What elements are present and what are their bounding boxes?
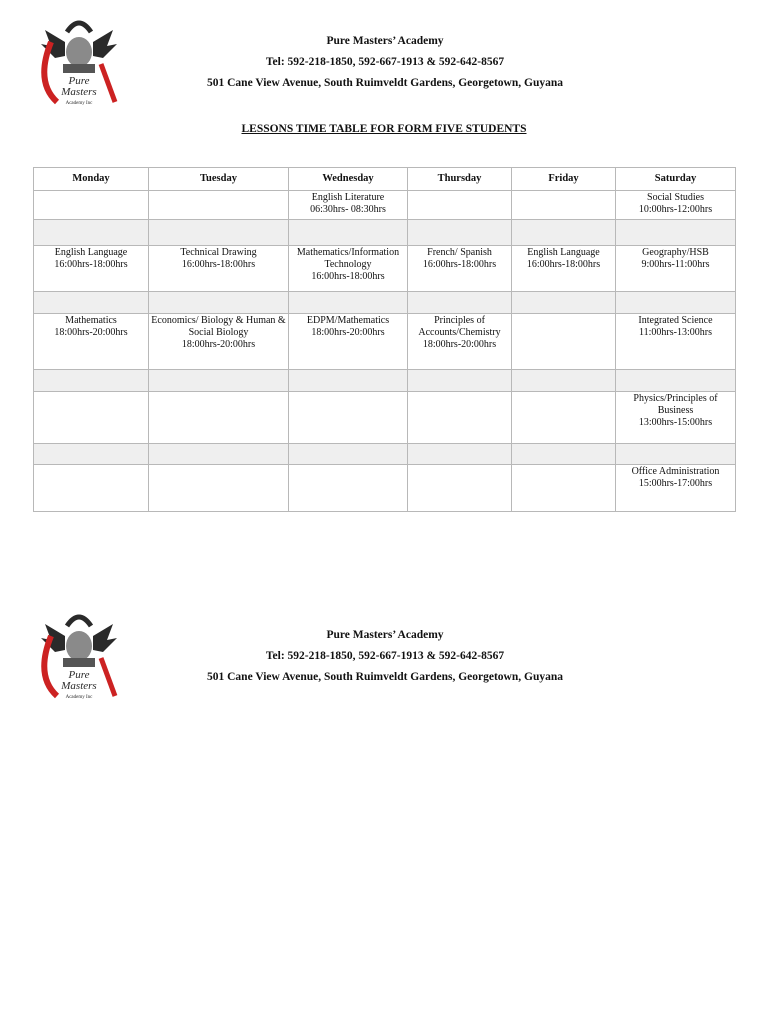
day-header-tuesday: Tuesday — [149, 168, 289, 191]
svg-text:Pure: Pure — [68, 669, 90, 681]
timetable-cell — [289, 392, 408, 444]
table-row — [34, 465, 736, 512]
school-telephone: Tel: 592-218-1850, 592-667-1913 & 592-642-8567 — [265, 650, 505, 662]
spacer-row — [34, 292, 736, 314]
cell-subject: EDPM/Mathematics — [306, 315, 390, 326]
timetable-cell — [616, 465, 736, 512]
cell-time: 16:00hrs-18:00hrs — [181, 259, 256, 270]
timetable-cell — [149, 392, 289, 444]
timetable-cell — [149, 314, 289, 370]
cell-time: 18:00hrs-20:00hrs — [54, 327, 128, 338]
cell-time: 06:30hrs- 08:30hrs — [310, 204, 386, 215]
timetable-cell — [289, 465, 408, 512]
timetable-cell — [512, 392, 616, 444]
table-row — [34, 314, 736, 370]
school-logo-second — [37, 606, 121, 702]
timetable-cell — [616, 191, 736, 220]
timetable-cell — [408, 246, 512, 292]
timetable — [33, 167, 736, 512]
school-telephone: Tel: 592-218-1850, 592-667-1913 & 592-642-8567 — [265, 56, 505, 68]
cell-subject: Social Studies — [647, 192, 704, 203]
cell-subject: Technical Drawing — [180, 247, 257, 258]
day-header-saturday: Saturday — [616, 168, 736, 191]
cell-subject: Mathematics — [65, 315, 117, 326]
cell-time: 11:00hrs-13:00hrs — [639, 327, 712, 338]
day-header-wednesday: Wednesday — [289, 168, 408, 191]
cell-subject: Principles of Accounts/Chemistry — [418, 315, 501, 338]
cell-subject: Office Administration — [631, 466, 720, 477]
cell-time: 10:00hrs-12:00hrs — [638, 204, 713, 215]
timetable-cell — [149, 465, 289, 512]
timetable-cell — [616, 246, 736, 292]
spacer-row — [34, 220, 736, 246]
school-header-second — [160, 625, 610, 688]
timetable-cell — [34, 465, 149, 512]
cell-subject: English Literature — [311, 192, 385, 203]
cell-subject: English Language — [54, 247, 128, 258]
cell-subject: Mathematics/Information Technology — [296, 247, 400, 270]
timetable-cell — [408, 314, 512, 370]
timetable-cell — [34, 246, 149, 292]
cell-subject: Economics/ Biology & Human & Social Biology — [151, 315, 286, 338]
timetable-cell — [512, 314, 616, 370]
cell-subject: French/ Spanish — [427, 247, 492, 258]
cell-subject: Geography/HSB — [642, 247, 709, 258]
timetable-cell — [289, 246, 408, 292]
cell-time: 16:00hrs-18:00hrs — [526, 259, 601, 270]
cell-time: 16:00hrs-18:00hrs — [311, 271, 385, 282]
eagle-crest-icon — [37, 606, 121, 702]
day-header-friday: Friday — [512, 168, 616, 191]
spacer-row — [34, 444, 736, 465]
cell-subject: Physics/Principles of Business — [633, 393, 718, 416]
timetable-title: LESSONS TIME TABLE FOR FORM FIVE STUDENTS — [241, 123, 527, 135]
cell-time: 9:00hrs-11:00hrs — [641, 259, 710, 270]
svg-text:Pure: Pure — [68, 75, 90, 87]
cell-subject: English Language — [527, 247, 600, 258]
cell-time: 15:00hrs-17:00hrs — [638, 478, 713, 489]
day-header-monday: Monday — [34, 168, 149, 191]
timetable-cell — [149, 246, 289, 292]
cell-time: 16:00hrs-18:00hrs — [422, 259, 497, 270]
school-name: Pure Masters’ Academy — [326, 35, 444, 47]
timetable-cell — [289, 191, 408, 220]
cell-subject: Integrated Science — [638, 315, 713, 326]
cell-time: 18:00hrs-20:00hrs — [181, 339, 256, 350]
timetable-cell — [149, 191, 289, 220]
cell-time: 18:00hrs-20:00hrs — [422, 339, 497, 350]
timetable-cell — [616, 392, 736, 444]
school-address: 501 Cane View Avenue, South Ruimveldt Gardens, Georgetown, Guyana — [207, 671, 563, 683]
cell-time: 18:00hrs-20:00hrs — [311, 327, 385, 338]
timetable-header-row — [34, 168, 736, 191]
timetable-cell — [512, 191, 616, 220]
timetable-cell — [616, 314, 736, 370]
cell-time: 16:00hrs-18:00hrs — [54, 259, 128, 270]
timetable-cell — [512, 246, 616, 292]
timetable-cell — [408, 392, 512, 444]
table-row — [34, 392, 736, 444]
timetable-cell — [34, 314, 149, 370]
school-name: Pure Masters’ Academy — [326, 629, 444, 641]
timetable-cell — [34, 191, 149, 220]
svg-text:Academy Inc: Academy Inc — [65, 101, 93, 106]
cell-time: 13:00hrs-15:00hrs — [638, 417, 713, 428]
timetable-cell — [34, 392, 149, 444]
day-header-thursday: Thursday — [408, 168, 512, 191]
svg-text:Academy Inc: Academy Inc — [65, 695, 93, 700]
school-logo — [37, 12, 121, 108]
school-address: 501 Cane View Avenue, South Ruimveldt Gardens, Georgetown, Guyana — [207, 77, 563, 89]
school-header — [160, 31, 610, 94]
timetable-cell — [289, 314, 408, 370]
timetable-cell — [408, 191, 512, 220]
svg-text:Masters: Masters — [61, 680, 97, 692]
eagle-crest-icon — [37, 12, 121, 108]
timetable-cell — [512, 465, 616, 512]
table-row — [34, 246, 736, 292]
spacer-row — [34, 370, 736, 392]
timetable-cell — [408, 465, 512, 512]
svg-text:Masters: Masters — [61, 86, 97, 98]
table-row — [34, 191, 736, 220]
